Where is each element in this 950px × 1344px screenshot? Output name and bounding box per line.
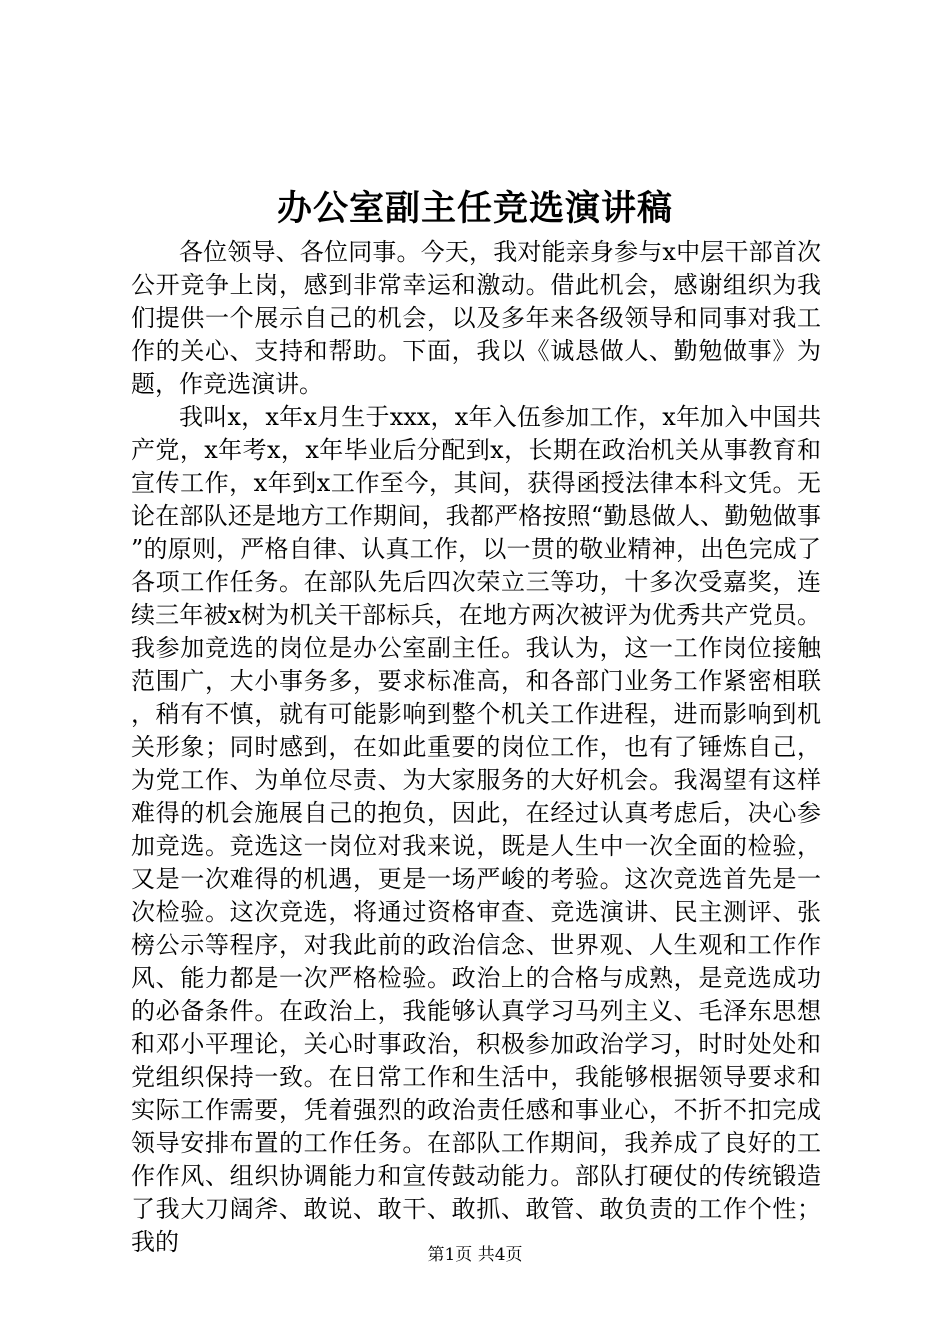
document-body bbox=[131, 236, 821, 1259]
page-footer bbox=[0, 1244, 950, 1266]
paragraph-introduction: 我叫x，x年x月生于xxx，x年入伍参加工作，x年加入中国共产党，x年考x，x年毕业后分配到x，长期在政治机关从事教育和宣传工作，x年到x工作至今，其间，获得函授法律本科文凭。无论在部队还是地方工作期间，我都严格按照“勤恳做人、勤勉做事”的原则，严格自律、认真工作，以一贯的敬业精神，出色完成了各项工作任务。在部队先后四次荣立三等功，十多次受嘉奖，连续三年被x树为机关干部标兵，在地方两次被评为优秀共产党员。我参加竞选的岗位是办公室副主任。我认为，这一工作岗位接触范围广，大小事务多，要求标准高，和各部门业务工作紧密相联，稍有不慎，就有可能影响到整个机关工作进程，进而影响到机关形象；同时感到，在如此重要的岗位工作，也有了锤炼自己，为党工作、为单位尽责、为大家服务的大好机会。我渴望有这样难得的机会施展自己的抱负，因此，在经过认真考虑后，决心参加竞选。竞选这一岗位对我来说，既是人生中一次全面的检验，又是一次难得的机遇，更是一场严峻的考验。这次竞选首先是一次检验。这次竞选，将通过资格审查、竞选演讲、民主测评、张榜公示等程序，对我此前的政治信念、世界观、人生观和工作作风、能力都是一次严格检验。政治上的合格与成熟，是竞选成功的必备条件。在政治上，我能够认真学习马列主义、毛泽东思想和邓小平理论，关心时事政治，积极参加政治学习，时时处处和党组织保持一致。在日常工作和生活中，我能够根据领导要求和实际工作需要，凭着强烈的政治责任感和事业心，不折不扣完成领导安排布置的工作任务。在部队工作期间，我养成了良好的工作作风、组织协调能力和宣传鼓动能力。部队打硬仗的传统锻造了我大刀阔斧、敢说、敢干、敢抓、敢管、敢负责的工作个性；我的 bbox=[131, 403, 821, 1256]
paragraph-greeting: 各位领导、各位同事。今天，我对能亲身参与x中层干部首次公开竞争上岗，感到非常幸运和激动。借此机会，感谢组织为我们提供一个展示自己的机会，以及多年来各级领导和同事对我工作的关心、支持和帮助。下面，我以《诚恳做人、勤勉做事》为题，作竞选演讲。 bbox=[131, 238, 821, 398]
document-title: 办公室副主任竞选演讲稿 bbox=[276, 188, 673, 229]
page-indicator: 第1页 共4页 bbox=[427, 1245, 523, 1265]
